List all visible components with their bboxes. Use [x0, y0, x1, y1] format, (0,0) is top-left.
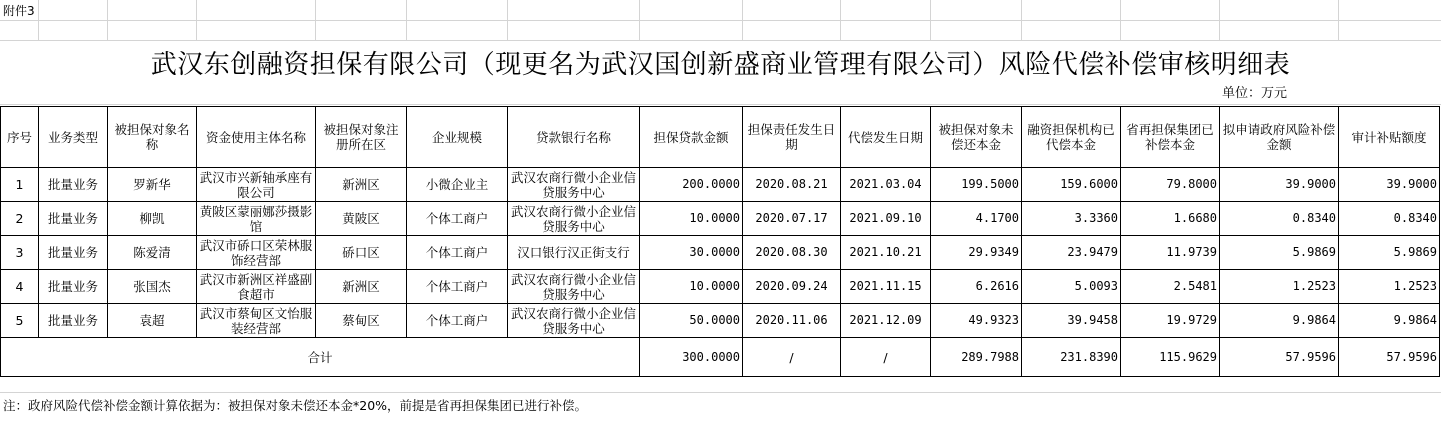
column-header: 被担保对象注册所在区 — [316, 107, 407, 168]
table-cell: 19.9729 — [1121, 304, 1220, 338]
total-loan-amount: 300.0000 — [640, 338, 743, 377]
table-cell: 武汉市硚口区荣林服饰经营部 — [197, 236, 316, 270]
table-cell: 4.1700 — [931, 202, 1022, 236]
table-cell: 武汉农商行微小企业信贷服务中心 — [508, 304, 640, 338]
table-row — [1, 168, 1440, 202]
table-cell: 50.0000 — [640, 304, 743, 338]
attachment-label: 附件3 — [3, 4, 35, 18]
table-cell: 2020.08.21 — [743, 168, 841, 202]
gridline — [639, 0, 640, 40]
table-cell: 1 — [1, 168, 39, 202]
gridline — [107, 0, 108, 40]
table-cell: 0.8340 — [1220, 202, 1339, 236]
total-guarantor-paid: 231.8390 — [1022, 338, 1121, 377]
table-cell: 个体工商户 — [407, 236, 508, 270]
table-cell: 79.8000 — [1121, 168, 1220, 202]
table-cell: 汉口银行汉正街支行 — [508, 236, 640, 270]
table-cell: 黄陂区蒙丽娜莎摄影馆 — [197, 202, 316, 236]
column-header: 资金使用主体名称 — [197, 107, 316, 168]
total-gov-compensation: 57.9596 — [1220, 338, 1339, 377]
gridline — [0, 104, 1441, 105]
table-cell: 6.2616 — [931, 270, 1022, 304]
gridline — [38, 0, 39, 40]
total-row — [1, 338, 1440, 377]
column-header: 业务类型 — [39, 107, 108, 168]
total-comp-date: / — [841, 338, 931, 377]
table-cell: 武汉市新洲区祥盛副食超市 — [197, 270, 316, 304]
table-cell: 2021.09.10 — [841, 202, 931, 236]
table-row — [1, 202, 1440, 236]
table-cell: 新洲区 — [316, 270, 407, 304]
table-cell: 武汉农商行微小企业信贷服务中心 — [508, 168, 640, 202]
table-cell: 硚口区 — [316, 236, 407, 270]
gridline — [840, 0, 841, 40]
gridline — [1021, 0, 1022, 40]
table-header-row — [1, 107, 1440, 168]
column-header: 担保贷款金额 — [640, 107, 743, 168]
table-cell: 199.5000 — [931, 168, 1022, 202]
column-header: 被担保对象未偿还本金 — [931, 107, 1022, 168]
table-cell: 1.2523 — [1339, 270, 1440, 304]
table-cell: 2021.10.21 — [841, 236, 931, 270]
gridline — [196, 0, 197, 40]
table-cell: 11.9739 — [1121, 236, 1220, 270]
table-cell: 批量业务 — [39, 236, 108, 270]
table-cell: 39.9000 — [1220, 168, 1339, 202]
footnote: 注：政府风险代偿补偿金额计算依据为：被担保对象未偿还本金*20%，前提是省再担保集团已进行补偿。 — [3, 398, 588, 413]
table-cell: 9.9864 — [1220, 304, 1339, 338]
table-cell: 武汉农商行微小企业信贷服务中心 — [508, 270, 640, 304]
table-cell: 39.9000 — [1339, 168, 1440, 202]
table-cell: 5.9869 — [1220, 236, 1339, 270]
table-cell: 袁超 — [108, 304, 197, 338]
table-cell: 1.2523 — [1220, 270, 1339, 304]
table-cell: 3.3360 — [1022, 202, 1121, 236]
gridline — [0, 392, 1441, 393]
total-audit-subsidy: 57.9596 — [1339, 338, 1440, 377]
table-cell: 200.0000 — [640, 168, 743, 202]
column-header: 拟申请政府风险补偿金额 — [1220, 107, 1339, 168]
total-province-paid: 115.9629 — [1121, 338, 1220, 377]
table-cell: 9.9864 — [1339, 304, 1440, 338]
gridline — [1219, 0, 1220, 40]
table-cell: 个体工商户 — [407, 202, 508, 236]
table-cell: 柳凯 — [108, 202, 197, 236]
table-cell: 批量业务 — [39, 168, 108, 202]
table-cell: 批量业务 — [39, 202, 108, 236]
table-cell: 新洲区 — [316, 168, 407, 202]
table-cell: 10.0000 — [640, 270, 743, 304]
gridline — [0, 20, 1441, 21]
table-cell: 5.0093 — [1022, 270, 1121, 304]
total-unpaid-principal: 289.7988 — [931, 338, 1022, 377]
column-header: 贷款银行名称 — [508, 107, 640, 168]
table-cell: 武汉市蔡甸区文怡服装经营部 — [197, 304, 316, 338]
table-cell: 武汉农商行微小企业信贷服务中心 — [508, 202, 640, 236]
column-header: 被担保对象名称 — [108, 107, 197, 168]
table-cell: 159.6000 — [1022, 168, 1121, 202]
table-cell: 2020.08.30 — [743, 236, 841, 270]
gridline — [406, 0, 407, 40]
table-cell: 武汉市兴新轴承座有限公司 — [197, 168, 316, 202]
gridline — [315, 0, 316, 40]
column-header: 融资担保机构已代偿本金 — [1022, 107, 1121, 168]
total-label: 合计 — [1, 338, 640, 377]
table-row — [1, 270, 1440, 304]
column-header: 企业规模 — [407, 107, 508, 168]
table-cell: 1.6680 — [1121, 202, 1220, 236]
unit-label: 单位：万元 — [1222, 86, 1288, 101]
table-cell: 2020.11.06 — [743, 304, 841, 338]
table-cell: 个体工商户 — [407, 270, 508, 304]
table-cell: 5 — [1, 304, 39, 338]
table-cell: 2020.09.24 — [743, 270, 841, 304]
column-header: 审计补贴额度 — [1339, 107, 1440, 168]
table-cell: 5.9869 — [1339, 236, 1440, 270]
table-cell: 批量业务 — [39, 304, 108, 338]
column-header: 代偿发生日期 — [841, 107, 931, 168]
column-header: 省再担保集团已补偿本金 — [1121, 107, 1220, 168]
table-cell: 2 — [1, 202, 39, 236]
gridline — [1120, 0, 1121, 40]
audit-detail-table — [0, 106, 1440, 377]
table-cell: 10.0000 — [640, 202, 743, 236]
column-header: 序号 — [1, 107, 39, 168]
table-cell: 黄陂区 — [316, 202, 407, 236]
table-row — [1, 304, 1440, 338]
total-guarantee-date: / — [743, 338, 841, 377]
table-cell: 2021.11.15 — [841, 270, 931, 304]
gridline — [930, 0, 931, 40]
table-cell: 4 — [1, 270, 39, 304]
table-cell: 39.9458 — [1022, 304, 1121, 338]
table-cell: 张国杰 — [108, 270, 197, 304]
table-cell: 2021.12.09 — [841, 304, 931, 338]
gridline — [507, 0, 508, 40]
table-cell: 蔡甸区 — [316, 304, 407, 338]
table-cell: 0.8340 — [1339, 202, 1440, 236]
gridline — [742, 0, 743, 40]
table-cell: 29.9349 — [931, 236, 1022, 270]
table-cell: 陈爱清 — [108, 236, 197, 270]
table-cell: 个体工商户 — [407, 304, 508, 338]
column-header: 担保责任发生日期 — [743, 107, 841, 168]
table-cell: 2020.07.17 — [743, 202, 841, 236]
table-row — [1, 236, 1440, 270]
table-cell: 罗新华 — [108, 168, 197, 202]
table-cell: 批量业务 — [39, 270, 108, 304]
table-cell: 49.9323 — [931, 304, 1022, 338]
table-cell: 23.9479 — [1022, 236, 1121, 270]
table-cell: 小微企业主 — [407, 168, 508, 202]
table-cell: 3 — [1, 236, 39, 270]
table-cell: 2.5481 — [1121, 270, 1220, 304]
table-cell: 30.0000 — [640, 236, 743, 270]
gridline — [1338, 0, 1339, 40]
page-title: 武汉东创融资担保有限公司（现更名为武汉国创新盛商业管理有限公司）风险代偿补偿审核明细表 — [150, 50, 1291, 80]
table-cell: 2021.03.04 — [841, 168, 931, 202]
